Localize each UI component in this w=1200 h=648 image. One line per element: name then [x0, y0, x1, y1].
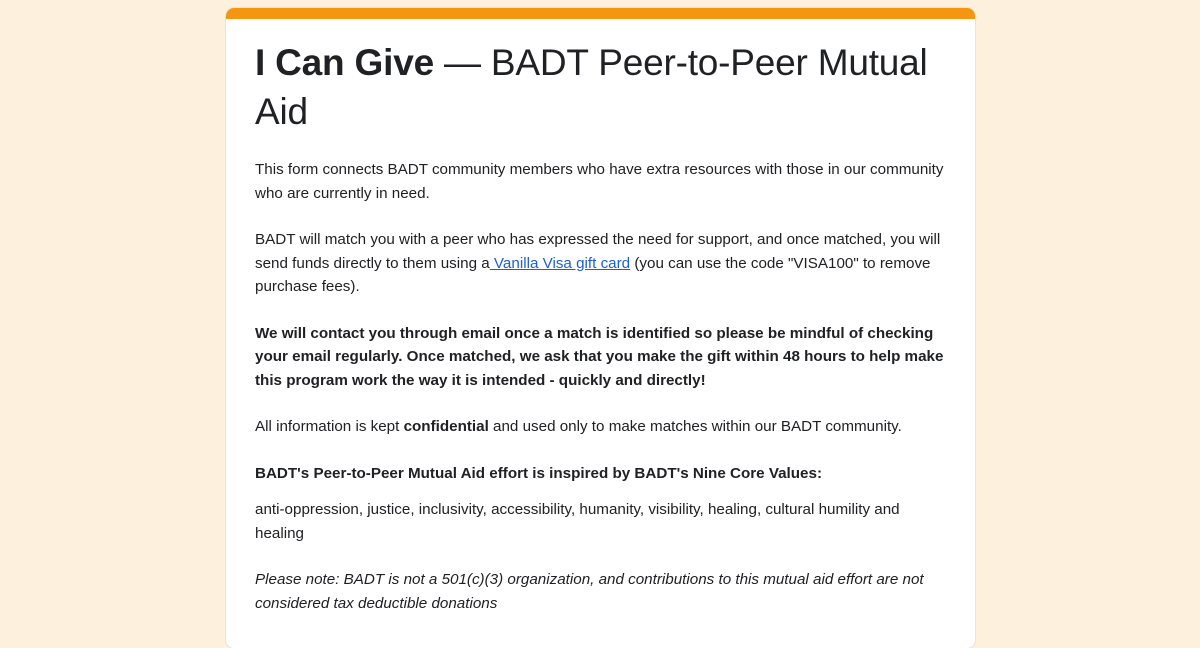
core-values-heading: BADT's Peer-to-Peer Mutual Aid effort is inspired by BADT's Nine Core Values: [255, 464, 823, 482]
form-title-rest: — BADT Peer-to-Peer Mutual Aid [255, 42, 928, 132]
matching-text-after: (you can use the code "VISA100" to remove purchase fees). [255, 254, 931, 295]
core-values-list: anti-oppression, justice, inclusivity, accessibility, humanity, visibility, healing, cultural humility and healing [255, 501, 900, 542]
matching-paragraph [255, 228, 950, 299]
confidential-text-after: and used only to make matches within our BADT community. [488, 418, 902, 435]
form-title-bold: I Can Give [255, 42, 434, 83]
vanilla-visa-link[interactable]: Vanilla Visa gift card [489, 254, 631, 272]
form-card [226, 8, 975, 648]
confidential-paragraph [255, 415, 950, 439]
form-description [255, 38, 950, 638]
intro-paragraph: This form connects BADT community members who have extra resources with those in our community who are currently in need. [255, 161, 944, 202]
form-title [255, 38, 950, 136]
card-accent-bar [226, 8, 975, 19]
contact-paragraph: We will contact you through email once a match is identified so please be mindful of checking your email regularly. Once matched, we ask that you make the gift within 48 hours to help make this program work the way it is intended - quickly and directly! [255, 324, 944, 389]
matching-text: BADT will match you with a peer who has expressed the need for support, and once matched, you will send funds directly to them using a [255, 231, 941, 272]
confidential-keyword: confidential [403, 418, 489, 435]
tax-note: Please note: BADT is not a 501(c)(3) organization, and contributions to this mutual aid effort are not considered tax deductible donations [255, 571, 924, 612]
confidential-text: All information is kept [255, 418, 404, 435]
